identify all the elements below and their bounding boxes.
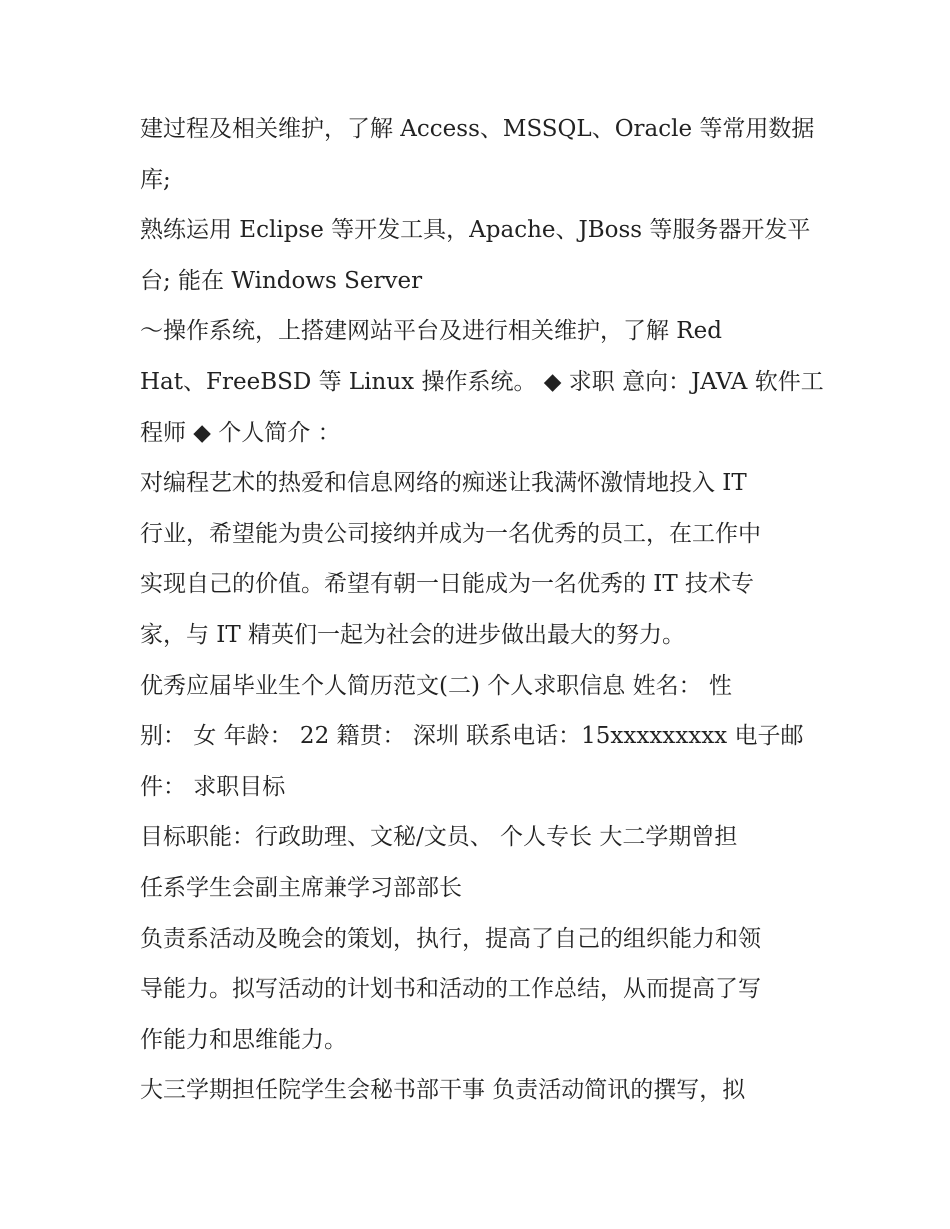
text-line: 家，与 IT 精英们一起为社会的进步做出最大的努力。 bbox=[140, 621, 686, 648]
text-line: 优秀应届毕业生个人简历范文(二) 个人求职信息 姓名： 性 bbox=[140, 672, 732, 699]
text-line: 建过程及相关维护，了解 Access、MSSQL、Oracle 等常用数据 bbox=[140, 116, 815, 142]
text-line: 任系学生会副主席兼学习部部长 bbox=[140, 874, 462, 901]
text-line: 大三学期担任院学生会秘书部干事 负责活动简讯的撰写，拟 bbox=[140, 1077, 746, 1104]
text-line: 别： 女 年龄： 22 籍贯： 深圳 联系电话：15xxxxxxxxx 电子邮 bbox=[140, 723, 804, 750]
text-line: 导能力。拟写活动的计划书和活动的工作总结，从而提高了写 bbox=[140, 976, 761, 1003]
text-line: 件： 求职目标 bbox=[140, 773, 286, 800]
text-line: 实现自己的价值。希望有朝一日能成为一名优秀的 IT 技术专 bbox=[140, 571, 755, 598]
text-line: 对编程艺术的热爱和信息网络的痴迷让我满怀激情地投入 IT bbox=[140, 470, 747, 497]
text-line: Hat、FreeBSD 等 Linux 操作系统。 ◆ 求职 意向：JAVA 软件工 bbox=[140, 368, 824, 395]
text-line: 库; bbox=[140, 166, 171, 193]
resume-text-body bbox=[140, 104, 830, 1116]
text-line: 作能力和思维能力。 bbox=[140, 1026, 347, 1053]
text-line: 负责系活动及晚会的策划，执行，提高了自己的组织能力和领 bbox=[140, 925, 761, 952]
text-line: 目标职能：行政助理、文秘/文员、 个人专长 大二学期曾担 bbox=[140, 824, 738, 851]
text-line: 熟练运用 Eclipse 等开发工具，Apache、JBoss 等服务器开发平 bbox=[140, 217, 811, 244]
text-line: 程师 ◆ 个人简介 ： bbox=[140, 419, 341, 446]
text-line: 台; 能在 Windows Server bbox=[140, 267, 423, 294]
text-line: ～操作系统，上搭建网站平台及进行相关维护，了解 Red bbox=[140, 318, 722, 345]
text-line: 行业，希望能为贵公司接纳并成为一名优秀的员工，在工作中 bbox=[140, 520, 761, 547]
